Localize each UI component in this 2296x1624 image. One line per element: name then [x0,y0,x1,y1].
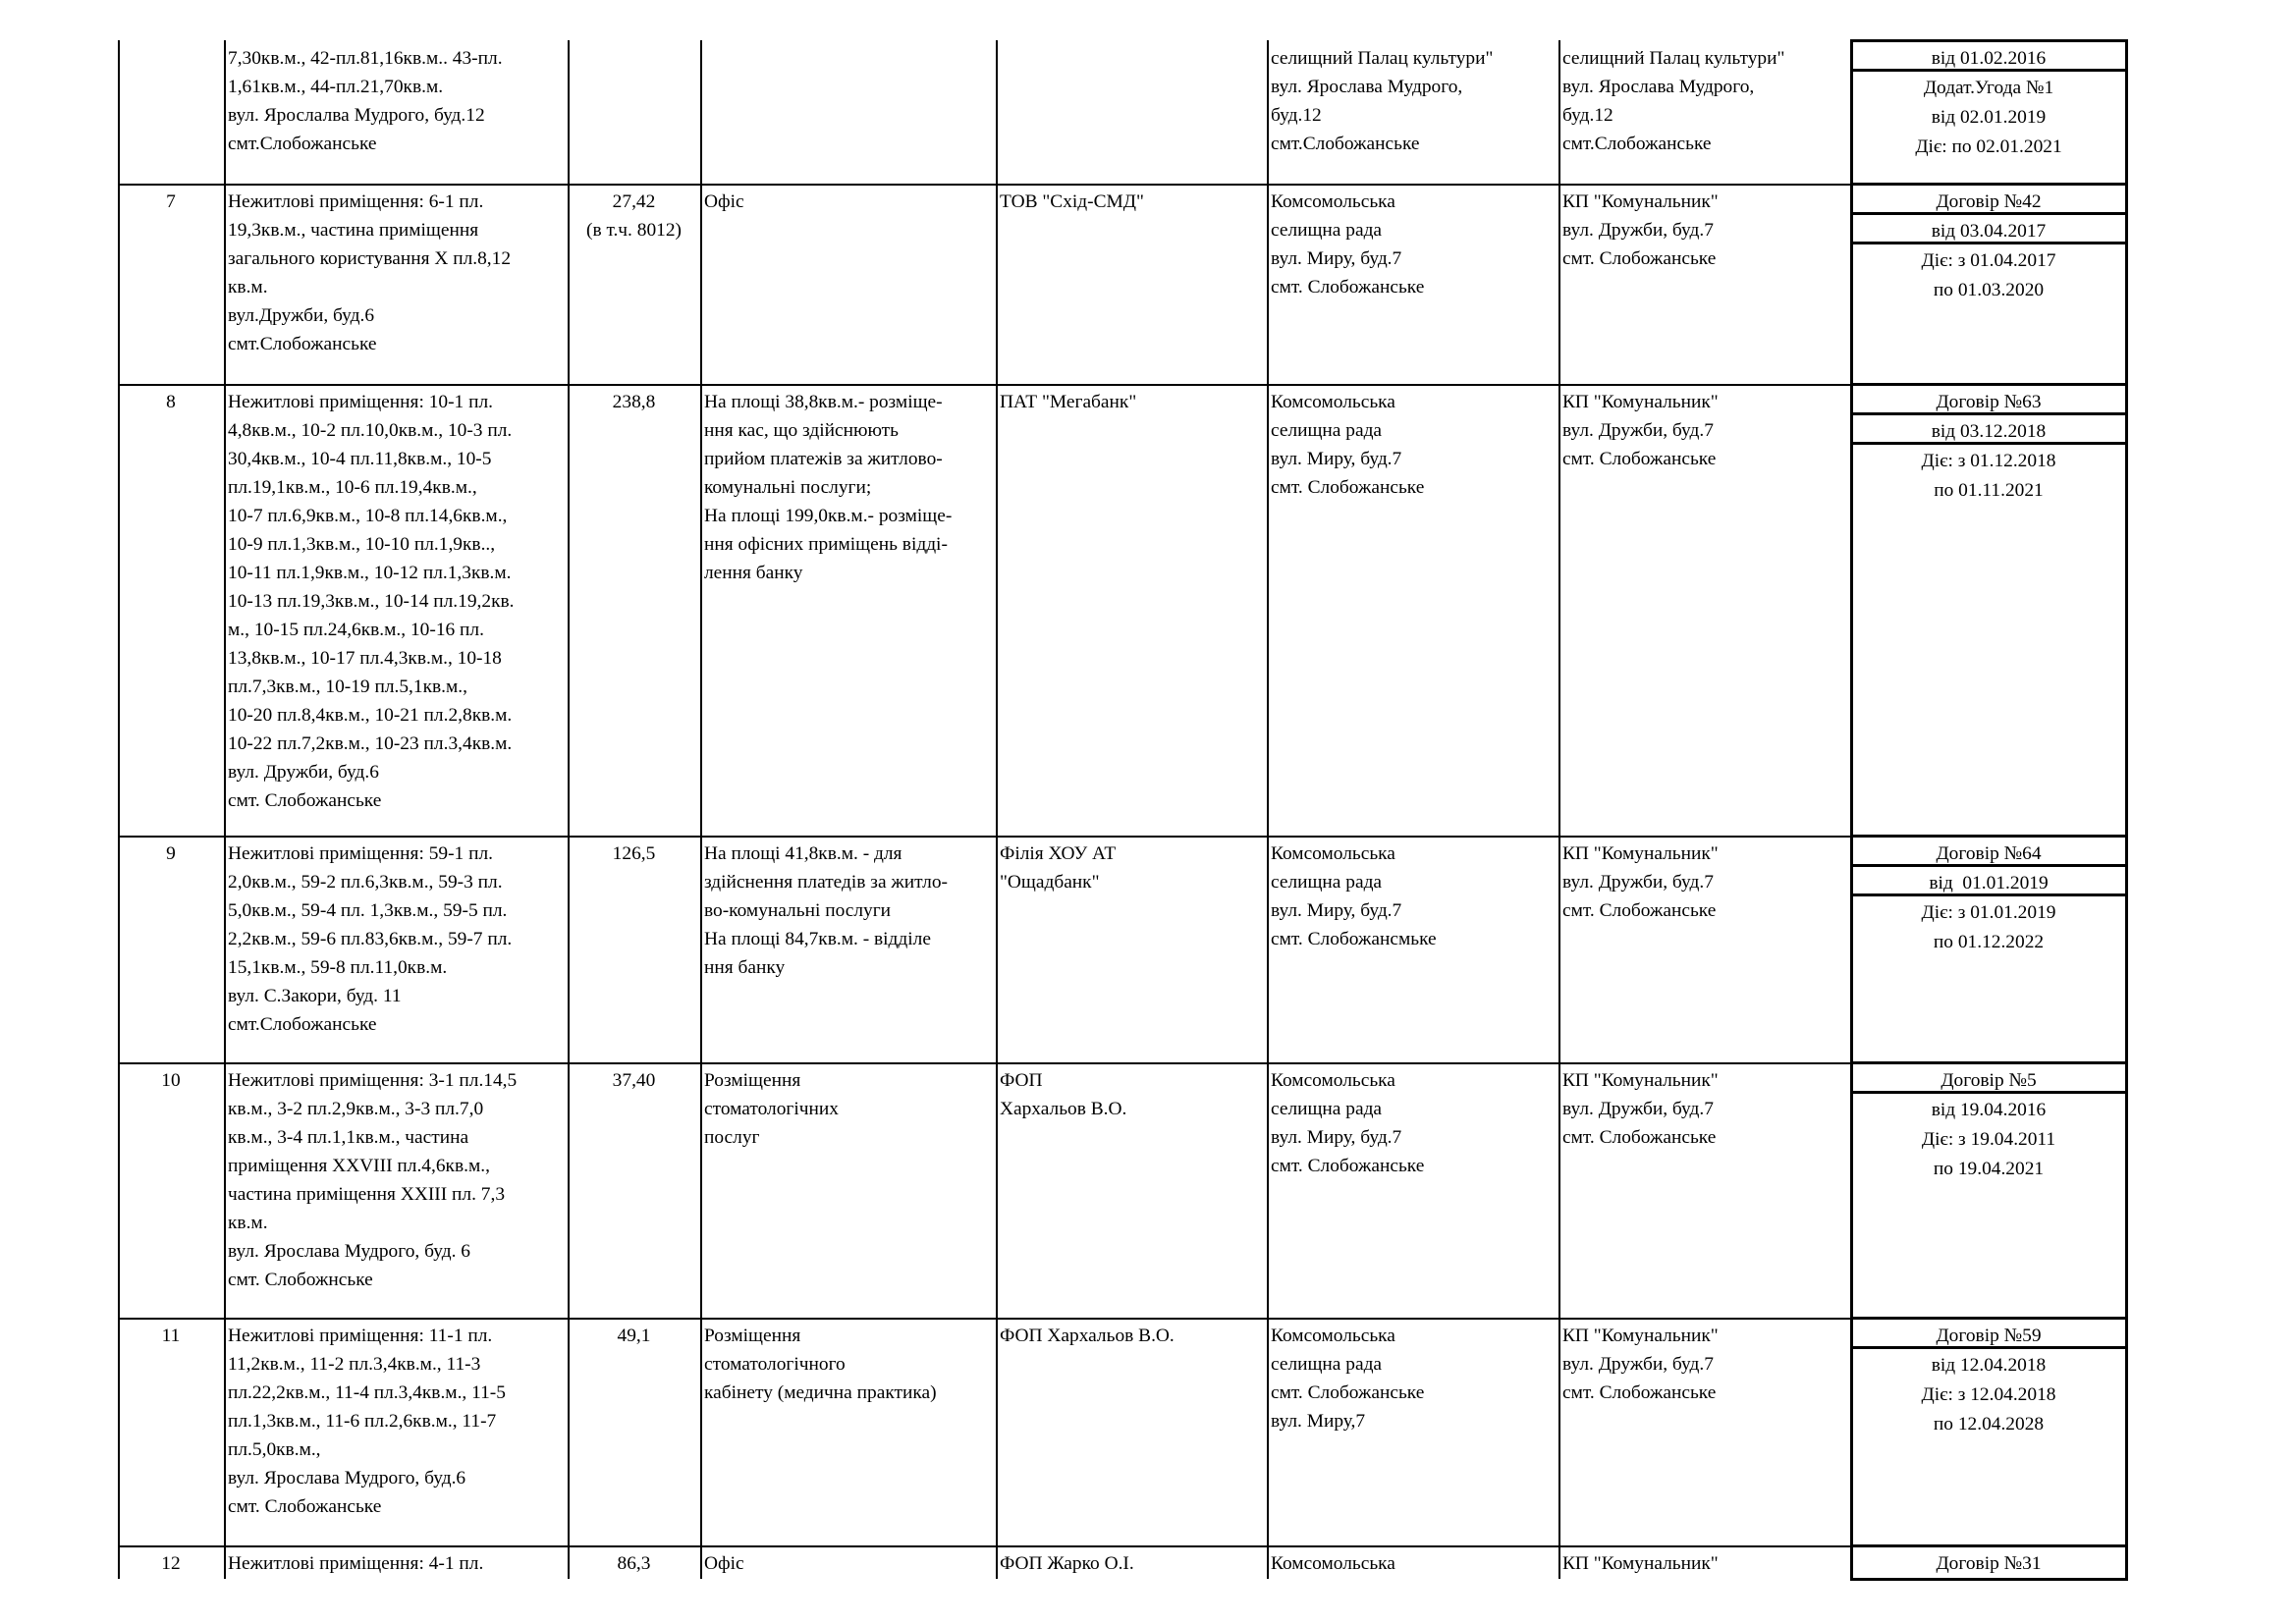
cell-area: 27,42 (в т.ч. 8012) [585,191,682,241]
column-divider [700,40,702,1579]
cell-num: 8 [166,392,176,412]
row-divider [118,384,1850,386]
cell-area: 238,8 [612,392,656,412]
cell-area: 86,3 [617,1553,651,1574]
contract-divider [1850,1061,2128,1064]
cell-num: 12 [161,1553,181,1574]
column-divider [1267,40,1269,1579]
contract-line: Діє: по 02.01.2021 [1915,136,2062,157]
cell-premises: Нежитлові приміщення: 6-1 пл. 19,3кв.м., частина приміщення загального користування Х пл.8,12 кв.м. вул.Дружби, буд.6 смт.Слобожанське [228,191,512,354]
contract-line: Діє: з 01.04.2017 [1921,250,2056,271]
cell-premises: Нежитлові приміщення: 59-1 пл. 2,0кв.м., 59-2 пл.6,3кв.м., 59-3 пл. 5,0кв.м., 59-4 пл. 1,3кв.м., 59-5 пл. 2,2кв.м., 59-6 пл.83,6кв.м., 59-7 пл. 15,1кв.м., 59-8 пл.11,0кв.м. вул. С.Закори, буд. 11 смт.Слобожанське [228,843,513,1035]
contract-line: від 01.02.2016 [1931,48,2047,69]
contract-line: по 01.03.2020 [1933,280,2045,300]
contract-line: від 03.12.2018 [1931,421,2047,442]
contract-line: Договір №42 [1936,191,2042,212]
cell-purpose: Офіс [704,191,744,212]
cell-area: 126,5 [612,843,656,864]
contract-line: по 01.12.2022 [1933,932,2045,952]
cell-tenant: ФОП Хархальов В.О. [1000,1326,1175,1346]
contract-line: Договір №59 [1936,1326,2042,1346]
column-divider [1558,40,1560,1579]
cell-tenant: Філія ХОУ АТ "Ощадбанк" [1000,843,1117,893]
contract-line: від 01.01.2019 [1929,873,2049,893]
cell-num: 11 [161,1326,181,1346]
cell-area: 37,40 [612,1070,656,1091]
cell-landlord: селищний Палац культури" вул. Ярослава Мудрого, буд.12 смт.Слобожанське [1271,48,1494,154]
cell-tenant: ПАТ "Мегабанк" [1000,392,1137,412]
contract-divider [1850,1544,2128,1547]
cell-balance-holder: селищний Палац культури" вул. Ярослава Мудрого, буд.12 смт.Слобожанське [1562,48,1785,154]
cell-premises: Нежитлові приміщення: 10-1 пл. 4,8кв.м., 10-2 пл.10,0кв.м., 10-3 пл. 30,4кв.м., 10-4 пл.11,8кв.м., 10-5 пл.19,1кв.м., 10-6 пл.19,4кв.м., 10-7 пл.6,9кв.м., 10-8 пл.14,6кв.м., 10-9 пл.1,3кв.м., 10-10 пл.1,9кв.., 10-11 пл.1,9кв.м., 10-12 пл.1,3кв.м. 10-13 пл.19,3кв.м., 10-14 пл.19,2кв. м., 10-15 пл.24,6кв.м., 10-16 пл. 13,8кв.м., 10-17 пл.4,3кв.м., 10-18 пл.7,3кв.м., 10-19 пл.5,1кв.м., 10-20 пл.8,4кв.м., 10-21 пл.2,8кв.м. 10-22 пл.7,2кв.м., 10-23 пл.3,4кв.м. вул. Дружби, буд.6 смт. Слобожанське [228,392,515,811]
cell-balance-holder: КП "Комунальник" [1562,1553,1719,1574]
cell-balance-holder: КП "Комунальник" вул. Дружби, буд.7 смт. Слобожанське [1562,191,1719,269]
contract-line: по 01.11.2021 [1934,480,2044,501]
contract-divider [1850,383,2128,386]
contract-line: Договір №63 [1936,392,2042,412]
cell-premises: 7,30кв.м., 42-пл.81,16кв.м.. 43-пл. 1,61кв.м., 44-пл.21,70кв.м. вул. Ярослалва Мудрого, буд.12 смт.Слобожанське [228,48,503,154]
contract-line: Діє: з 12.04.2018 [1921,1384,2056,1405]
row-divider [118,1062,1850,1064]
cell-landlord: Комсомольська селищна рада смт. Слобожанське вул. Миру,7 [1271,1326,1425,1432]
cell-landlord: Комсомольська селищна рада вул. Миру, буд.7 смт. Слобожансмьке [1271,843,1437,949]
row-divider [118,1545,1850,1547]
contract-line: Діє: з 01.12.2018 [1921,451,2056,471]
contract-line: Договір №5 [1941,1070,2037,1091]
contract-line: по 12.04.2028 [1933,1414,2045,1435]
row-divider [118,1318,1850,1320]
cell-num: 10 [161,1070,181,1091]
contract-line: Діє: з 19.04.2011 [1921,1129,2056,1150]
contract-line: Договір №64 [1936,843,2042,864]
cell-num: 7 [166,191,176,212]
column-divider [996,40,998,1579]
cell-num: 9 [166,843,176,864]
cell-purpose: На площі 38,8кв.м.- розміще- ння кас, що здійснюють прийом платежів за житлово- комунальні послуги; На площі 199,0кв.м.- розміще- ння офісних приміщень відді- лення банку [704,392,953,583]
cell-purpose: Розміщення стоматологічного кабінету (медична практика) [704,1326,937,1403]
cell-purpose: Розміщення стоматологічних послуг [704,1070,839,1148]
cell-landlord: Комсомольська [1271,1553,1395,1574]
contract-line: Діє: з 01.01.2019 [1921,902,2056,923]
row-divider [118,836,1850,838]
cell-balance-holder: КП "Комунальник" вул. Дружби, буд.7 смт. Слобожанське [1562,1326,1719,1403]
column-divider [224,40,226,1579]
contract-line: від 03.04.2017 [1931,221,2047,242]
cell-tenant: ФОП Хархальов В.О. [1000,1070,1127,1119]
contract-line: від 12.04.2018 [1931,1355,2047,1376]
contract-line: по 19.04.2021 [1933,1159,2045,1179]
cell-balance-holder: КП "Комунальник" вул. Дружби, буд.7 смт. Слобожанське [1562,392,1719,469]
contract-line: Договір №31 [1936,1553,2042,1574]
contract-divider [1850,39,2128,42]
contract-line: Додат.Угода №1 [1923,78,2054,98]
contract-line: від 02.01.2019 [1931,107,2047,128]
cell-area: 49,1 [617,1326,651,1346]
cell-premises: Нежитлові приміщення: 3-1 пл.14,5 кв.м., 3-2 пл.2,9кв.м., 3-3 пл.7,0 кв.м., 3-4 пл.1,1кв.м., частина приміщення XXVIII пл.4,6кв.м., частина приміщення XXIII пл. 7,3 кв.м. вул. Ярослава Мудрого, буд. 6 смт. Слобожнське [228,1070,518,1290]
contract-line: від 19.04.2016 [1931,1100,2047,1120]
cell-tenant: ТОВ "Схід-СМД" [1000,191,1144,212]
cell-purpose: Офіс [704,1553,744,1574]
cell-landlord: Комсомольська селищна рада вул. Миру, буд.7 смт. Слобожанське [1271,191,1425,298]
cell-balance-holder: КП "Комунальник" вул. Дружби, буд.7 смт. Слобожанське [1562,1070,1719,1148]
row-divider [118,184,1850,186]
cell-landlord: Комсомольська селищна рада вул. Миру, буд.7 смт. Слобожанське [1271,1070,1425,1176]
cell-balance-holder: КП "Комунальник" вул. Дружби, буд.7 смт. Слобожанське [1562,843,1719,921]
cell-premises: Нежитлові приміщення: 4-1 пл. [228,1553,484,1574]
contract-divider [1850,1578,2128,1581]
cell-purpose: На площі 41,8кв.м. - для здійснення платедів за житло- во-комунальні послуги На площі 84,7кв.м. - відділе ння банку [704,843,948,978]
contract-divider [1850,183,2128,186]
cell-tenant: ФОП Жарко О.І. [1000,1553,1134,1574]
cell-landlord: Комсомольська селищна рада вул. Миру, буд.7 смт. Слобожанське [1271,392,1425,498]
contract-divider [1850,1317,2128,1320]
cell-premises: Нежитлові приміщення: 11-1 пл. 11,2кв.м., 11-2 пл.3,4кв.м., 11-3 пл.22,2кв.м., 11-4 пл.3,4кв.м., 11-5 пл.1,3кв.м., 11-6 пл.2,6кв.м., 11-7 пл.5,0кв.м., вул. Ярослава Мудрого, буд.6 смт. Слобожанське [228,1326,506,1517]
contract-divider [1850,835,2128,838]
